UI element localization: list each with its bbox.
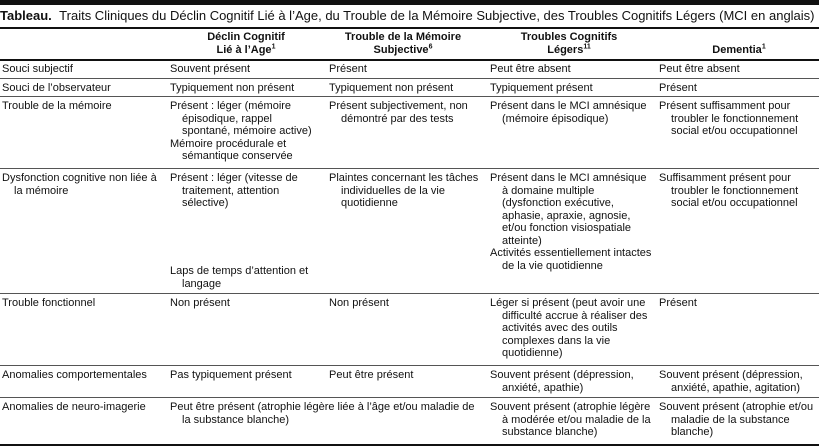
row-rule — [0, 397, 819, 398]
table-cell: Pas typiquement présent — [170, 369, 292, 381]
table-cell — [490, 100, 655, 125]
cell-paragraph: Souvent présent (atrophie légère à modérée et/ou maladie de la substance blanche) — [490, 401, 651, 438]
cell-paragraph: Présent dans le MCI amnésique à domaine multiple (dysfonction exécutive, aphasie, apraxie, agnosie, et/ou fonction visiospatiale atteinte) — [490, 172, 647, 247]
header-line: Trouble de la Mémoire — [344, 31, 462, 43]
header-mci — [484, 31, 654, 57]
footnote-ref: 11 — [583, 43, 591, 51]
cell-paragraph: Présent : léger (vitesse de traitement, attention sélective) — [170, 172, 298, 209]
table-cell — [170, 100, 322, 163]
row-label: Anomalies comportementales — [2, 369, 147, 381]
cell-paragraph: Dysfonction cognitive non liée à la mémoire — [2, 172, 157, 197]
table-cell: Peut être absent — [659, 63, 740, 75]
table-cell: Typiquement présent — [490, 82, 593, 94]
cell-paragraph: Présent dans le MCI amnésique (mémoire épisodique) — [490, 100, 647, 125]
cell-paragraph: Plaintes concernant les tâches individuelles de la vie quotidienne — [329, 172, 479, 209]
table-cell — [659, 172, 819, 210]
cell-paragraph: Activités essentiellement intactes de la vie quotidienne — [490, 247, 652, 272]
table-cell: Souvent présent — [170, 63, 251, 75]
table-cell — [490, 401, 655, 439]
row-rule — [0, 96, 819, 97]
cell-paragraph: Souvent présent (dépression, anxiété, apathie) — [490, 369, 634, 394]
table-cell — [490, 172, 655, 272]
cell-paragraph: Présent subjectivement, non démontré par des tests — [329, 100, 468, 125]
header-line: Lié à l’Age — [216, 44, 272, 56]
header-line: Légers — [547, 44, 584, 56]
caption-label: Tableau. — [0, 8, 52, 23]
cell-paragraph: Léger si présent (peut avoir une difficulté accrue à réaliser des activités avec des outils complexes dans la vie quotidienne) — [490, 297, 648, 359]
cell-paragraph: Mémoire procédurale et sémantique conservée — [170, 137, 293, 162]
footnote-ref: 1 — [761, 43, 766, 51]
header-rule — [0, 59, 819, 61]
table-cell: Typiquement non présent — [170, 82, 295, 94]
row-label: Souci de l’observateur — [2, 82, 111, 94]
table-cell: Typiquement non présent — [329, 82, 454, 94]
row-rule — [0, 293, 819, 294]
top-bar — [0, 0, 819, 5]
table-cell — [329, 100, 484, 125]
header-subjective-memory — [323, 31, 483, 57]
caption-rule — [0, 27, 819, 29]
table-cell — [329, 172, 484, 210]
row-label: Souci subjectif — [2, 63, 73, 75]
row-label — [2, 172, 162, 197]
cell-paragraph: Souvent présent (atrophie et/ou maladie de la substance blanche) — [659, 401, 814, 438]
footnote-ref: 1 — [271, 43, 276, 51]
row-rule — [0, 365, 819, 366]
table-cell: Peut être absent — [490, 63, 571, 75]
header-line: Subjective — [373, 44, 429, 56]
header-line: Dementia — [712, 44, 762, 56]
table-cell — [659, 401, 819, 439]
table-cell: Non présent — [170, 297, 230, 309]
header-age-related-decline — [170, 31, 322, 57]
header-line: Troubles Cognitifs — [520, 31, 618, 43]
table-cell — [170, 401, 486, 426]
row-label: Trouble fonctionnel — [2, 297, 96, 309]
table-cell: Présent — [659, 82, 697, 94]
cell-paragraph: Suffisamment présent pour troubler le fonctionnement social et/ou occupationnel — [659, 172, 799, 209]
caption-title: Traits Cliniques du Déclin Cognitif Lié à l’Age, du Trouble de la Mémoire Subjective, des Troubles Cognitifs Légers (MCI en anglais) — [59, 8, 815, 23]
table-cell — [659, 369, 819, 394]
cell-paragraph: Présent : léger (mémoire épisodique, rappel spontané, mémoire active) — [170, 100, 312, 137]
header-line: Déclin Cognitif — [207, 31, 285, 43]
table-cell — [170, 265, 322, 290]
table-caption — [0, 8, 819, 23]
table-cell — [490, 369, 655, 394]
table-cell — [490, 297, 655, 360]
footnote-ref: 6 — [428, 43, 433, 51]
row-rule — [0, 168, 819, 169]
row-label: Anomalies de neuro-imagerie — [2, 401, 146, 413]
table-cell: Non présent — [329, 297, 389, 309]
header-dementia — [659, 44, 819, 57]
table-cell: Présent — [659, 297, 697, 309]
row-rule — [0, 78, 819, 79]
row-label: Trouble de la mémoire — [2, 100, 112, 112]
table-cell — [170, 172, 322, 210]
cell-paragraph: Souvent présent (dépression, anxiété, apathie, agitation) — [659, 369, 803, 394]
cell-paragraph: Laps de temps d’attention et langage — [170, 265, 309, 290]
table-cell — [659, 100, 819, 138]
table-cell: Présent — [329, 63, 367, 75]
cell-paragraph: Présent suffisamment pour troubler le fonctionnement social et/ou occupationnel — [659, 100, 799, 137]
table-cell: Peut être présent — [329, 369, 414, 381]
cell-paragraph: Peut être présent (atrophie légère liée à l’âge et/ou maladie de la substance blanche) — [170, 401, 475, 426]
